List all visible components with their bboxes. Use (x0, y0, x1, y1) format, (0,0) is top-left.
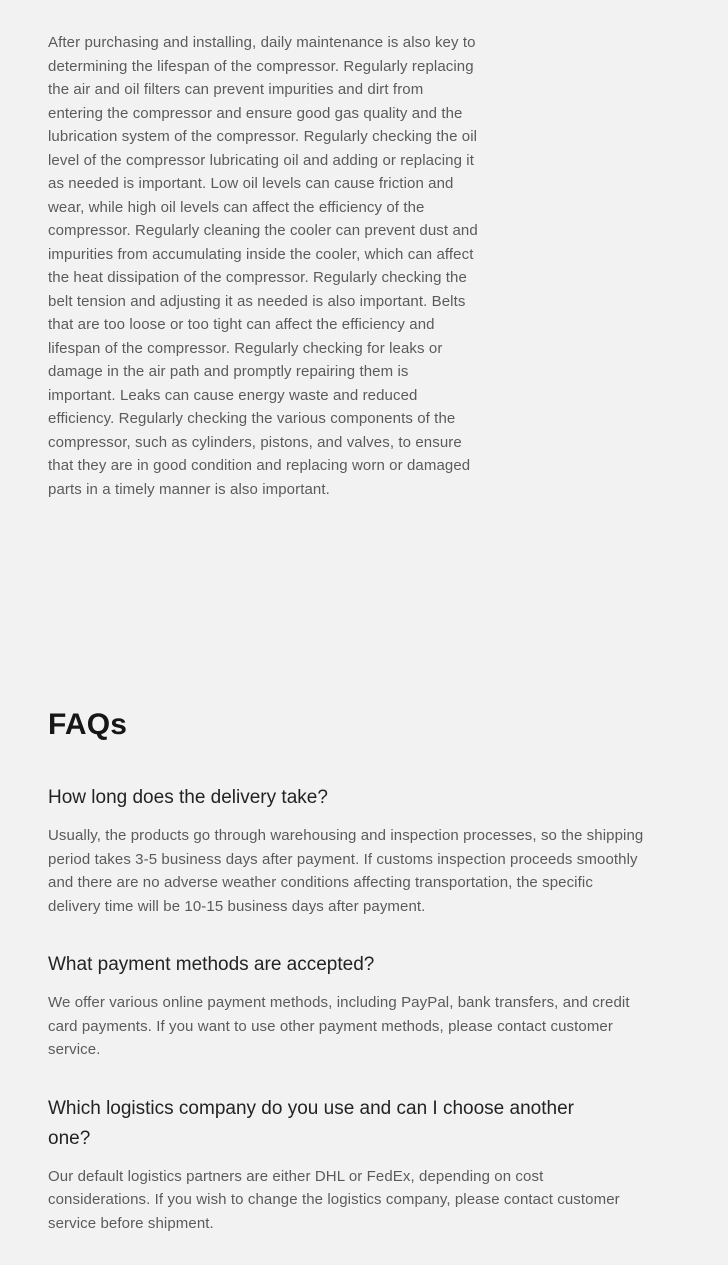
faq-question-logistics: Which logistics company do you use and can I choose another one? (48, 1097, 574, 1149)
faq-answer-logistics: Our default logistics partners are either DHL or FedEx, depending on cost considerations. If you wish to change the logistics company, please contact customer service before shipment. (48, 1167, 620, 1232)
faq-item-logistics (48, 1094, 680, 1236)
faq-item-delivery (48, 783, 680, 918)
faqs-heading: FAQs (48, 708, 128, 741)
faq-question-delivery: How long does the delivery take? (48, 787, 328, 808)
faq-question-payment: What payment methods are accepted? (48, 954, 375, 975)
maintenance-paragraph: After purchasing and installing, daily maintenance is also key to determining the lifespan of the compressor. Regularly replacing the air and oil filters can prevent impurities and dirt from entering the compressor and ensure good gas quality and the lubrication system of the compressor. Regularly checking the oil level of the compressor lubricating oil and adding or replacing it as needed is important. Low oil levels can cause friction and wear, while high oil levels can affect the efficiency of the compressor. Regularly cleaning the cooler can prevent dust and impurities from accumulating inside the cooler, which can affect the heat dissipation of the compressor. Regularly checking the belt tension and adjusting it as needed is also important. Belts that are too loose or too tight can affect the efficiency and lifespan of the compressor. Regularly checking for leaks or damage in the air path and promptly repairing them is important. Leaks can cause energy waste and reduced efficiency. Regularly checking the various components of the compressor, such as cylinders, pistons, and valves, to ensure that they are in good condition and replacing worn or damaged parts in a timely manner is also important. (48, 34, 478, 498)
faq-answer-payment: We offer various online payment methods, including PayPal, bank transfers, and credit card payments. If you want to use other payment methods, please contact customer service. (48, 994, 630, 1058)
faq-section (48, 707, 680, 1235)
faq-answer-delivery: Usually, the products go through warehousing and inspection processes, so the shipping period takes 3-5 business days after payment. If customs inspection proceeds smoothly and there are no adverse weather conditions affecting transportation, the specific delivery time will be 10-15 business days after payment. (48, 827, 644, 915)
faq-item-payment (48, 950, 680, 1062)
